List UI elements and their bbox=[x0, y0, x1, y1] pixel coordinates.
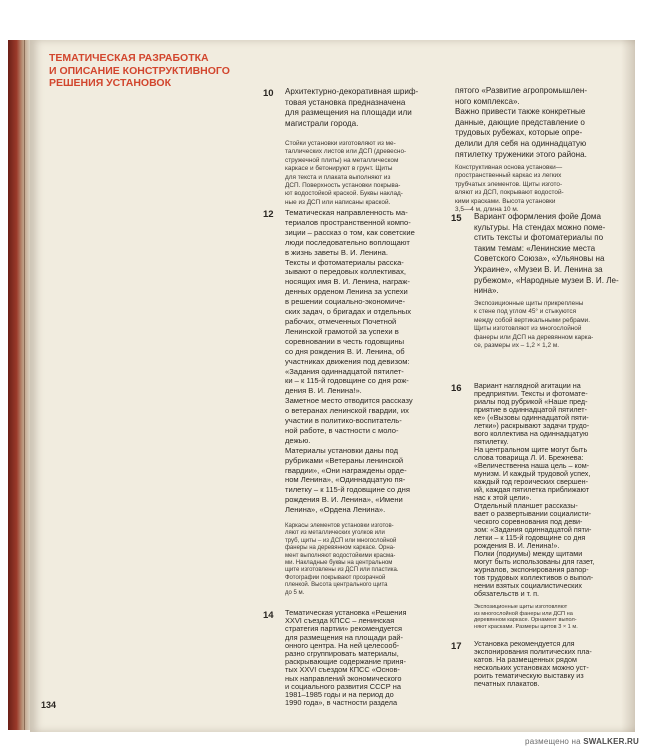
text-line: ные из ДСП или написаны краской. bbox=[285, 198, 391, 206]
text-line: Советского Союза», «Ульяновы на bbox=[474, 254, 605, 264]
text-line: для размещения на площади или bbox=[285, 108, 412, 118]
text-line: таллических листов или ДСП (древесно- bbox=[285, 148, 407, 156]
item-11-continuation-text bbox=[455, 86, 633, 160]
text-line: носящих имя В. И. Ленина, награж- bbox=[285, 277, 410, 287]
text-line: онного центра. На ней целесооб- bbox=[285, 640, 400, 650]
text-line: Установка рекомендуется для bbox=[474, 639, 575, 649]
text-line: стратегия партии» рекомендуется bbox=[285, 624, 403, 634]
item-10-text bbox=[285, 87, 450, 129]
text-line: из многослойной фанеры или ДСП на bbox=[474, 610, 573, 617]
text-line: ческого соревнования под деви- bbox=[474, 517, 583, 526]
text-line: обязательств и т. п. bbox=[474, 589, 539, 598]
text-line: летки») раскрывают задачи трудо- bbox=[474, 421, 590, 430]
item-16-notes bbox=[474, 604, 634, 630]
text-line: раскрывающие содержание приня- bbox=[285, 657, 406, 667]
text-line: фанеры на деревянном каркасе. Орна- bbox=[285, 545, 396, 552]
text-line: XXVI съезда КПСС – ленинская bbox=[285, 616, 395, 626]
text-line: культуры. На стендах можно поме- bbox=[474, 222, 606, 232]
text-line: ских задач, о бригадах и отдельных bbox=[285, 307, 412, 317]
text-line: экспонирования политических пла- bbox=[474, 647, 592, 657]
text-line: Стойки установки изготовляют из ме- bbox=[285, 140, 396, 147]
text-line: со дня рождения В. И. Ленина, об bbox=[285, 346, 405, 356]
text-line: в решении социально-экономиче- bbox=[285, 297, 406, 307]
text-line: делили для себя на одиннадцатую bbox=[455, 138, 587, 148]
section-heading: ТЕМАТИЧЕСКАЯ РАЗРАБОТКА И ОПИСАНИЕ КОНСТРУКТИВНОГО РЕШЕНИЯ УСТАНОВОК bbox=[49, 52, 230, 89]
text-line: «Величественна наша цель – ком- bbox=[474, 461, 590, 470]
text-line: роить тематическую выставку из bbox=[474, 671, 584, 681]
text-line: люди последовательно воплощают bbox=[285, 237, 410, 247]
text-line: Вариант оформления фойе Дома bbox=[474, 212, 601, 221]
text-line: се, размеры их – 1,2 × 1,2 м. bbox=[474, 342, 560, 350]
text-line: рабочих, отмеченных Почетной bbox=[285, 316, 397, 326]
text-line: нас к этой цели». bbox=[474, 493, 532, 502]
text-line: Конструктивная основа установки— bbox=[455, 164, 563, 171]
text-line: тых XXVI съездом КПСС «Основ- bbox=[285, 665, 400, 675]
text-line: Щиты изготовляют из многослойной bbox=[474, 325, 582, 333]
text-line: журналов, экспонирования рапор- bbox=[474, 565, 589, 574]
text-line: ном Ленина», «Одиннадцатую пя- bbox=[285, 475, 406, 485]
text-line: нина». bbox=[474, 286, 499, 296]
text-line: ДСП. Поверхность установки покрыва- bbox=[285, 182, 401, 190]
text-line: гвардии», «Они награждены орде- bbox=[285, 465, 407, 475]
item-number-14: 14 bbox=[263, 609, 274, 621]
text-line: дежью. bbox=[285, 435, 311, 445]
text-line: пленкой. Высота центрального щита bbox=[285, 582, 388, 589]
text-line: тов трудовых коллективов о выпол- bbox=[474, 573, 594, 582]
text-line: каркасе и бетонируют в грунт. Щиты bbox=[285, 165, 393, 173]
item-number-16: 16 bbox=[451, 383, 462, 394]
text-line: дения В. И. Ленина!». bbox=[285, 386, 362, 396]
text-line: деревянном каркасе. Орнамент выпол- bbox=[474, 617, 577, 624]
text-line: ных направлений экономического bbox=[285, 673, 402, 683]
text-line: зиции – рассказ о том, как советские bbox=[285, 227, 415, 237]
text-line: пятилетку труженики этого района. bbox=[455, 149, 587, 159]
text-line: 1990 года», в частности раздела bbox=[285, 698, 398, 708]
text-line: Тематическая направленность ма- bbox=[285, 208, 408, 217]
text-line: Полки (подиумы) между щитами bbox=[474, 549, 583, 558]
text-line: фанеры или ДСП на деревянном карка- bbox=[474, 333, 594, 341]
text-line: тилетку – к 115-й годовщине со дня bbox=[285, 485, 410, 495]
text-line: нескольких установках можно уст- bbox=[474, 663, 589, 673]
text-line: Вариант наглядной агитации на bbox=[474, 381, 581, 390]
text-line: слова товарища Л. И. Брежнева: bbox=[474, 453, 584, 462]
text-line: пятого «Развитие агропромышлен- bbox=[455, 86, 588, 95]
text-line: 3,5—4 м, длина 10 м. bbox=[455, 206, 519, 214]
text-line: рубриками «Ветераны ленинской bbox=[285, 455, 404, 465]
text-line: печатных плакатов. bbox=[474, 679, 540, 689]
item-12-text bbox=[285, 208, 455, 515]
text-line: данные, дающие представление о bbox=[455, 117, 585, 127]
text-line: Материалы установки даны под bbox=[285, 445, 399, 455]
item-number-15: 15 bbox=[451, 213, 462, 224]
text-line: Тексты и фотоматериалы расска- bbox=[285, 257, 404, 267]
text-line: для текста и плаката выполняют из bbox=[285, 173, 391, 181]
text-line: для размещения на площади рай- bbox=[285, 632, 404, 642]
text-line: разно сгруппировать материалы, bbox=[285, 648, 399, 658]
text-line: ми. Накладные буквы на центральном bbox=[285, 559, 393, 566]
item-16-text bbox=[474, 382, 634, 598]
text-line: вает о развертывании социалисти- bbox=[474, 509, 592, 518]
text-line: стружечной плиты) на металлическом bbox=[285, 156, 399, 164]
text-line: каждый год героических свершен- bbox=[474, 477, 588, 486]
text-line: Экспозиционные щиты прикреплены bbox=[474, 300, 584, 307]
text-line: «Задания одиннадцатой пятилет- bbox=[285, 366, 404, 376]
text-line: могут быть использованы для газет, bbox=[474, 557, 595, 566]
text-line: ий, каждая пятилетка приближают bbox=[474, 485, 590, 494]
text-line: приятие в одиннадцатой пятилет- bbox=[474, 405, 587, 414]
text-line: кими красками. Высота установки bbox=[455, 197, 556, 205]
text-line: няют красками. Размеры щитов 3 × 1 м. bbox=[474, 623, 578, 630]
text-line: мент выполняют водостойкими красма- bbox=[285, 552, 396, 559]
text-line: нении взятых социалистических bbox=[474, 581, 582, 590]
text-line: трубчатых элементов. Щиты изгото- bbox=[455, 180, 563, 188]
text-line: Фотографии покрывают прозрачной bbox=[285, 574, 386, 581]
text-line: денных орденом Ленина за успехи bbox=[285, 287, 408, 297]
text-line: риалы под рубрикой «Наше пред- bbox=[474, 397, 588, 406]
text-line: труб, щиты – из ДСП или многослойной bbox=[285, 537, 397, 544]
text-line: мунизм. И каждый трудовой успех, bbox=[474, 469, 591, 478]
text-line: к стене под углом 45° и стыкуются bbox=[474, 308, 577, 316]
text-line: зывают о передовых коллективах, bbox=[285, 267, 406, 277]
text-line: предприятии. Тексты и фотомате- bbox=[474, 389, 588, 398]
text-line: в жизнь заветы В. И. Ленина. bbox=[285, 247, 389, 257]
item-15-text bbox=[474, 212, 634, 297]
text-line: ки – к 115-й годовщине со дня рож- bbox=[285, 376, 409, 386]
item-11-continuation-notes bbox=[455, 164, 633, 214]
text-line: рождения В. И. Ленина!». bbox=[474, 541, 560, 550]
text-line: ного комплекса». bbox=[455, 96, 520, 106]
text-line: трудовых рубежах, которые опре- bbox=[455, 128, 583, 138]
text-line: о ветеранах ленинской гвардии, их bbox=[285, 406, 409, 416]
text-line: таким темам: «Ленинские места bbox=[474, 243, 596, 253]
text-line: Украине», «Музеи В. И. Ленина за bbox=[474, 264, 603, 274]
text-line: и социального развития СССР на bbox=[285, 681, 401, 691]
item-10-notes bbox=[285, 140, 450, 207]
item-12-notes bbox=[285, 523, 455, 597]
text-line: Отдельный планшет рассказы- bbox=[474, 501, 578, 510]
item-14-text bbox=[285, 609, 455, 707]
text-line: ют водостойкой краской. Буквы наклад- bbox=[285, 190, 403, 198]
text-line: пятилетку. bbox=[474, 437, 509, 446]
text-line: рубежом», «Народные музеи В. И. Ле- bbox=[474, 275, 619, 285]
text-line: териалов пространственной компо- bbox=[285, 217, 411, 227]
text-line: до 5 м. bbox=[285, 589, 305, 596]
text-line: щите изготовлены из ДСП или пластика. bbox=[285, 567, 399, 574]
page-number: 134 bbox=[41, 700, 57, 710]
text-line: Ленинской грамотой за успехи в bbox=[285, 326, 399, 336]
text-line: летки – к 115-й годовщине со дня bbox=[474, 533, 586, 542]
item-15-notes bbox=[474, 300, 634, 350]
text-line: ке» («Вызовы одиннадцатой пяти- bbox=[474, 413, 589, 422]
item-number-10: 10 bbox=[263, 88, 274, 99]
item-number-17: 17 bbox=[451, 641, 462, 653]
text-line: участии в политико-воспитатель- bbox=[285, 416, 402, 426]
text-line: ляют из металлических уголков или bbox=[285, 530, 385, 537]
text-line: участниках движения под девизом: bbox=[285, 356, 410, 366]
text-line: пространственный каркас из легких bbox=[455, 172, 562, 180]
text-line: Заметное место отводится рассказу bbox=[285, 396, 413, 406]
text-line: Важно привести также конкретные bbox=[455, 107, 586, 117]
item-17-text bbox=[474, 640, 634, 688]
text-line: товая установка предназначена bbox=[285, 97, 406, 107]
text-line: Тематическая установка «Решения bbox=[285, 607, 407, 617]
text-line: рождения В. И. Ленина», «Имени bbox=[285, 495, 403, 505]
site-watermark: размещено на SWALKER.RU bbox=[525, 737, 639, 746]
text-line: вого коллектива на одиннадцатую bbox=[474, 429, 589, 438]
text-line: Экспозиционные щиты изготовляют bbox=[474, 604, 568, 610]
text-line: Архитектурно-декоративная шриф- bbox=[285, 87, 419, 96]
text-line: ной работе, в частности с моло- bbox=[285, 425, 399, 435]
text-line: стить тексты и фотоматериалы по bbox=[474, 233, 604, 243]
text-line: Ленина», «Ордена Ленина». bbox=[285, 505, 386, 515]
text-line: катов. На размещенных рядом bbox=[474, 655, 577, 665]
text-line: магистрали города. bbox=[285, 118, 359, 128]
text-line: Каркасы элементов установки изготов- bbox=[285, 522, 394, 529]
text-line: 1981–1985 годы и на период до bbox=[285, 689, 394, 699]
text-line: На центральном щите могут быть bbox=[474, 445, 588, 454]
text-line: вляют из ДСП, покрывают водостой- bbox=[455, 189, 564, 197]
text-line: соревновании в честь годовщины bbox=[285, 336, 405, 346]
text-line: между собой вертикальными ребрами. bbox=[474, 316, 590, 324]
text-line: зом: «Задания одиннадцатой пяти- bbox=[474, 525, 592, 534]
item-number-12: 12 bbox=[263, 209, 274, 220]
